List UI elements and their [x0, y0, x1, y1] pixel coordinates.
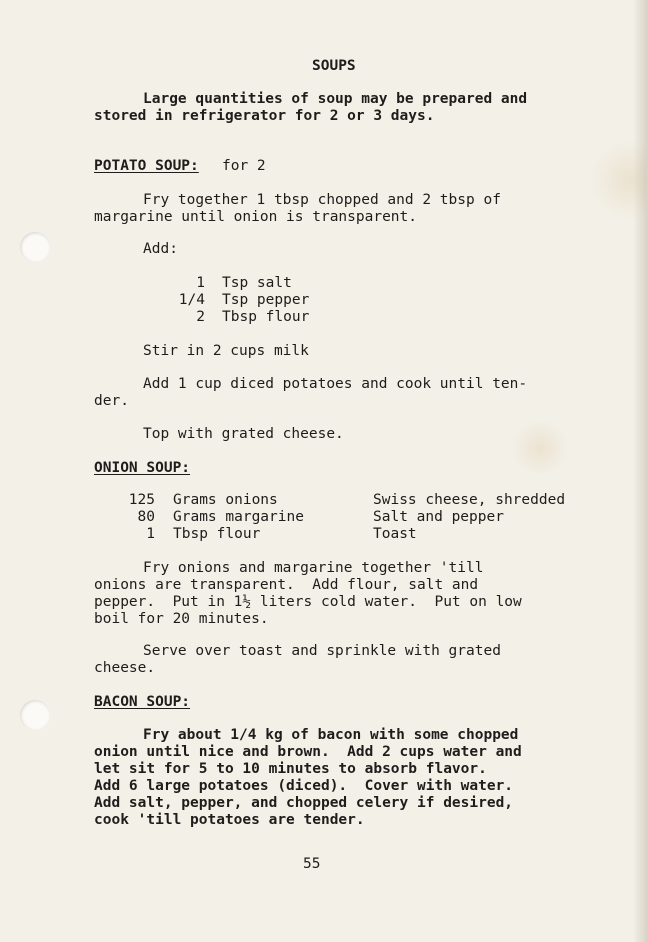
onion-step-line: cheese.: [94, 660, 156, 676]
page-title: SOUPS: [312, 58, 356, 74]
ingredient-item: Grams margarine: [173, 509, 304, 525]
ingredient-item: Salt and pepper: [373, 509, 504, 525]
ingredient-qty: 125: [128, 492, 155, 508]
potato-step-line: margarine until onion is transparent.: [94, 209, 418, 225]
potato-step-line: der.: [94, 393, 129, 409]
onion-step-line: Fry onions and margarine together 'till: [143, 560, 484, 576]
bacon-step-line: Add 6 large potatoes (diced). Cover with water.: [94, 778, 514, 794]
ingredient-item: Tbsp flour: [173, 526, 261, 542]
ingredient-qty: 80: [137, 509, 155, 525]
potato-step-line: Fry together 1 tbsp chopped and 2 tbsp of: [143, 192, 501, 208]
potato-soup-serves: for 2: [222, 158, 266, 174]
onion-step-line: Serve over toast and sprinkle with grated: [143, 643, 501, 659]
bacon-step-line: Fry about 1/4 kg of bacon with some chopped: [143, 727, 519, 743]
onion-soup-heading: ONION SOUP:: [94, 460, 191, 476]
ingredient-item: Tsp pepper: [222, 292, 310, 308]
onion-step-line: pepper. Put in 1½ liters cold water. Put on low: [94, 594, 522, 610]
onion-step-line: boil for 20 minutes.: [94, 611, 269, 627]
page-edge-shadow: [633, 0, 647, 942]
intro-line: Large quantities of soup may be prepared and: [143, 91, 528, 107]
ingredient-qty: 1/4: [178, 292, 205, 308]
ingredient-qty: 1: [146, 526, 155, 542]
bacon-soup-heading: BACON SOUP:: [94, 694, 191, 710]
binder-hole: [20, 700, 50, 730]
ingredient-qty: 1: [196, 275, 205, 291]
potato-step-line: Top with grated cheese.: [143, 426, 344, 442]
bacon-step-line: Add salt, pepper, and chopped celery if desired,: [94, 795, 514, 811]
ingredient-item: Swiss cheese, shredded: [373, 492, 566, 508]
bacon-step-line: onion until nice and brown. Add 2 cups water and: [94, 744, 522, 760]
ingredient-item: Grams onions: [173, 492, 278, 508]
add-label: Add:: [143, 241, 178, 257]
ingredient-item: Tbsp flour: [222, 309, 310, 325]
bacon-step-line: cook 'till potatoes are tender.: [94, 812, 365, 828]
onion-step-line: onions are transparent. Add flour, salt and: [94, 577, 479, 593]
ingredient-item: Tsp salt: [222, 275, 292, 291]
bacon-step-line: let sit for 5 to 10 minutes to absorb flavor.: [94, 761, 487, 777]
potato-step-line: Stir in 2 cups milk: [143, 343, 309, 359]
ingredient-qty: 2: [196, 309, 205, 325]
intro-line: stored in refrigerator for 2 or 3 days.: [94, 108, 435, 124]
ingredient-item: Toast: [373, 526, 417, 542]
page-number: 55: [303, 856, 321, 872]
binder-hole: [20, 232, 50, 262]
potato-step-line: Add 1 cup diced potatoes and cook until ten-: [143, 376, 528, 392]
potato-soup-heading: POTATO SOUP:: [94, 158, 199, 174]
